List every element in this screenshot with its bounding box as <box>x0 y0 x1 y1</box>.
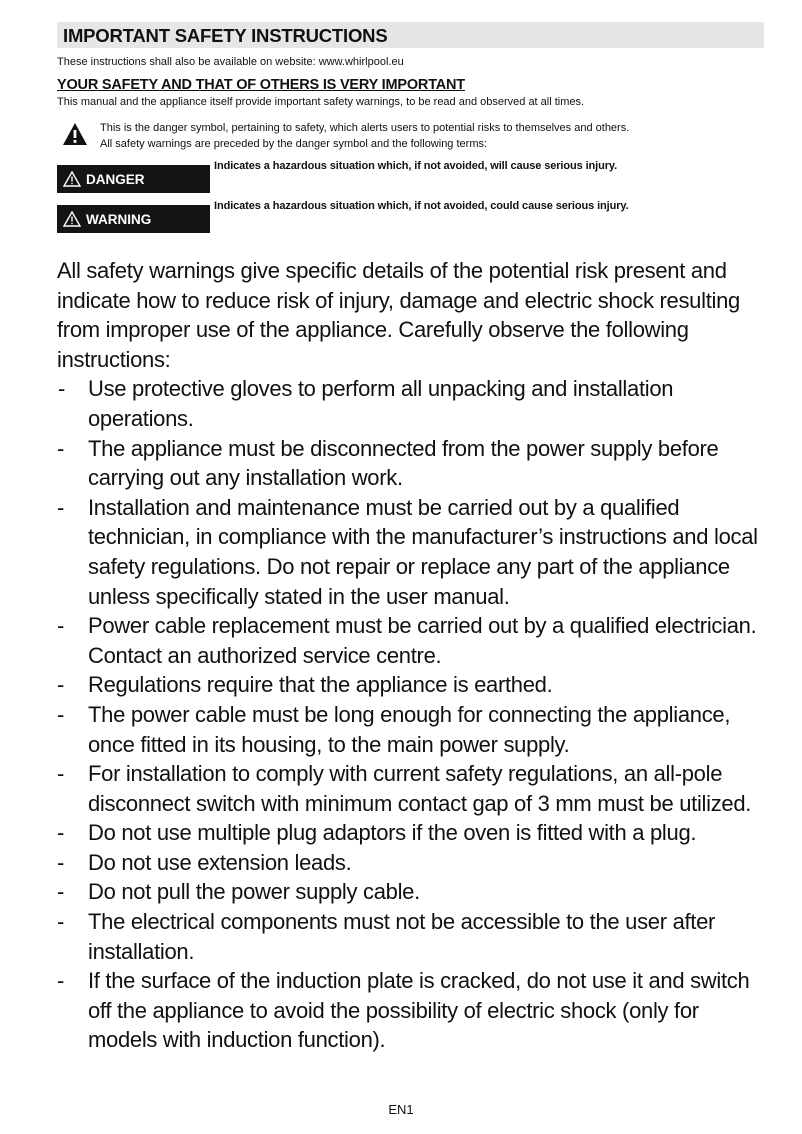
list-dash: - <box>57 968 65 994</box>
website-note: These instructions shall also be available on website: www.whirlpool.eu <box>57 56 404 68</box>
list-dash: - <box>57 879 65 905</box>
list-dash: - <box>57 494 65 520</box>
list-dash: - <box>57 820 65 846</box>
page-title: IMPORTANT SAFETY INSTRUCTIONS <box>57 22 764 48</box>
list-item <box>57 670 764 700</box>
danger-symbol-line-2: All safety warnings are preceded by the danger symbol and the following terms: <box>100 138 488 150</box>
list-item-text: Use protective gloves to perform all unpacking and installation operations. <box>88 376 674 431</box>
list-item <box>57 907 764 966</box>
list-item <box>57 877 764 907</box>
warning-label: WARNING <box>86 211 152 227</box>
page-number: EN1 <box>388 1102 414 1117</box>
manual-note: This manual and the appliance itself provide important safety warnings, to be read and observed at all times. <box>57 96 585 108</box>
list-item <box>57 434 764 493</box>
list-dash: - <box>57 849 65 875</box>
list-item-text: Do not pull the power supply cable. <box>88 879 420 905</box>
list-item-text: If the surface of the induction plate is cracked, do not use it and switch off the appliance to avoid the possibility of electric shock (only for models with induction function). <box>88 968 750 1053</box>
list-item <box>57 374 764 433</box>
term-warning <box>57 200 764 240</box>
term-danger <box>57 160 764 200</box>
warning-triangle-icon <box>63 171 81 187</box>
list-item-text: Regulations require that the appliance is earthed. <box>88 672 553 698</box>
list-item-text: The power cable must be long enough for connecting the appliance, once fitted in its housing, to the main power supply. <box>88 701 731 757</box>
safety-subheading: YOUR SAFETY AND THAT OF OTHERS IS VERY IMPORTANT <box>57 77 465 93</box>
danger-triangle-icon <box>62 122 88 146</box>
list-dash: - <box>57 672 65 698</box>
list-item-text: Do not use extension leads. <box>88 849 352 875</box>
list-item <box>57 966 764 1055</box>
warning-badge <box>57 205 210 233</box>
danger-description: Indicates a hazardous situation which, if not avoided, will cause serious injury. <box>214 160 618 172</box>
list-item <box>57 759 764 818</box>
list-item-text: Do not use multiple plug adaptors if the oven is fitted with a plug. <box>88 820 697 846</box>
danger-label: DANGER <box>86 171 145 187</box>
danger-symbol-explanation <box>57 118 764 158</box>
danger-symbol-line-1: This is the danger symbol, pertaining to safety, which alerts users to potential risks to themselves and others. <box>100 122 630 134</box>
list-item <box>57 848 764 878</box>
list-item-text: For installation to comply with current safety regulations, an all-pole disconnect switch with minimum contact gap of 3 mm must be utilized. <box>88 761 752 816</box>
list-item <box>57 493 764 611</box>
list-item-text: Power cable replacement must be carried out by a qualified electrician. Contact an authorized service centre. <box>88 613 757 668</box>
list-dash: - <box>58 376 66 402</box>
intro-paragraph: All safety warnings give specific details of the potential risk present and indicate how to reduce risk of injury, damage and electric shock resulting from improper use of the appliance. Carefully observe the following instructions: <box>57 258 740 372</box>
list-item <box>57 700 764 759</box>
danger-badge <box>57 165 210 193</box>
list-item-text: The electrical components must not be accessible to the user after installation. <box>88 909 716 964</box>
list-item-text: The appliance must be disconnected from the power supply before carrying out any installation work. <box>88 435 719 491</box>
list-dash: - <box>57 435 65 461</box>
list-dash: - <box>57 613 65 639</box>
list-dash: - <box>57 761 65 787</box>
manual-page <box>57 22 764 1055</box>
danger-symbol-text <box>100 120 629 152</box>
list-dash: - <box>57 701 65 727</box>
warning-description: Indicates a hazardous situation which, if not avoided, could cause serious injury. <box>214 200 629 212</box>
instruction-list <box>57 374 764 1055</box>
list-item <box>57 818 764 848</box>
list-item <box>57 611 764 670</box>
list-item-text: Installation and maintenance must be carried out by a qualified technician, in compliance with the manufacturer’s instructions and local safety regulations. Do not repair or replace any part of the appliance unless specifically stated in the user manual. <box>88 494 758 609</box>
list-dash: - <box>57 909 65 935</box>
warning-triangle-icon <box>63 211 81 227</box>
